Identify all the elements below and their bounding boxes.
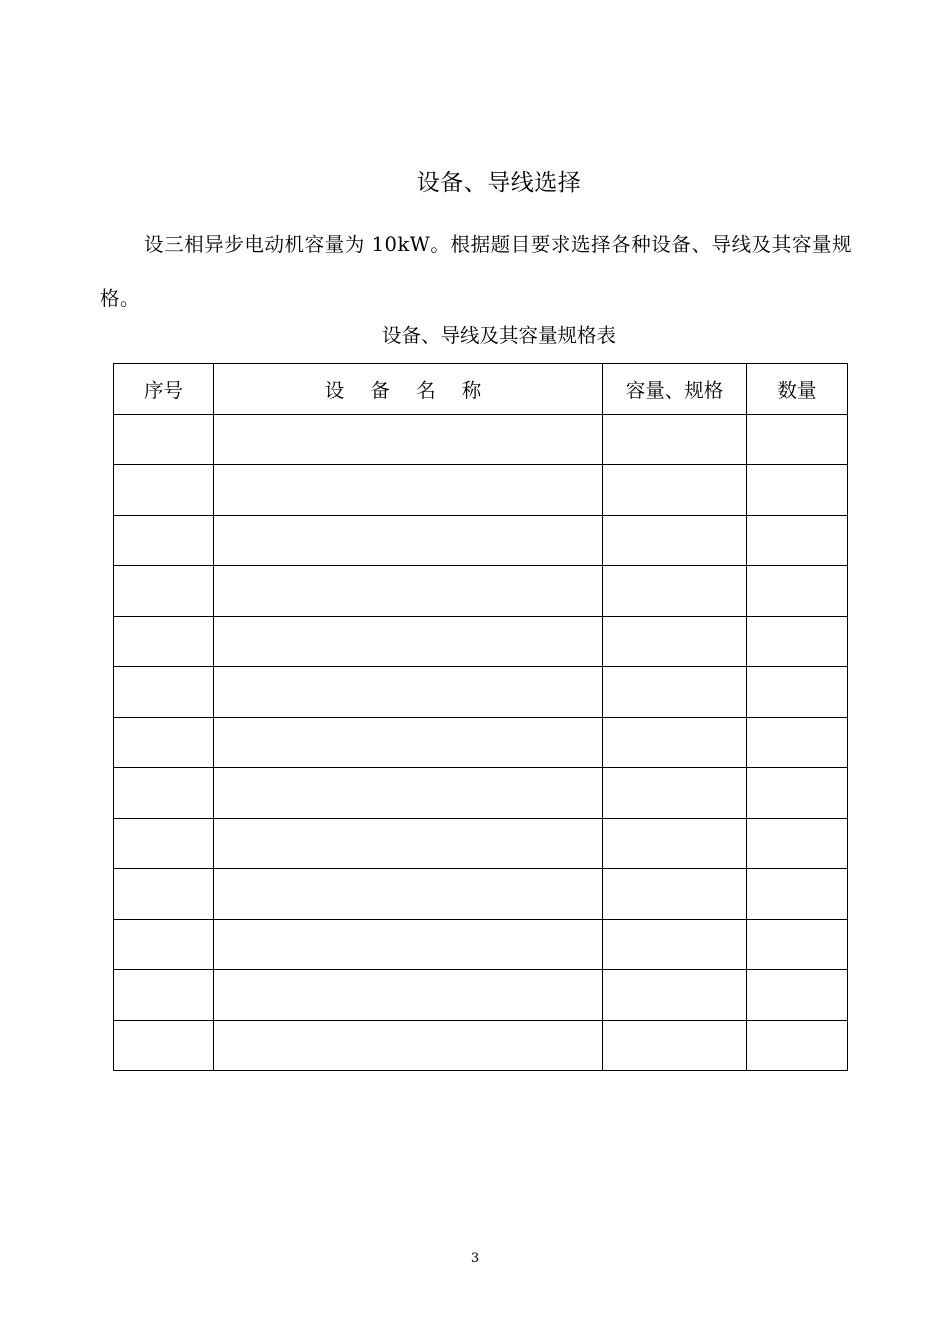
- cell-serial-number: [114, 667, 214, 718]
- cell-equipment-name: [214, 768, 603, 819]
- header-serial-number: 序号: [114, 364, 214, 415]
- cell-capacity-spec: [603, 515, 747, 566]
- cell-equipment-name: [214, 818, 603, 869]
- cell-quantity: [747, 465, 848, 516]
- table-row: [114, 818, 848, 869]
- header-capacity-spec: 容量、规格: [603, 364, 747, 415]
- table-row: [114, 616, 848, 667]
- cell-equipment-name: [214, 1020, 603, 1071]
- table-row: [114, 869, 848, 920]
- cell-serial-number: [114, 970, 214, 1021]
- cell-capacity-spec: [603, 818, 747, 869]
- table-row: [114, 515, 848, 566]
- table-row: [114, 919, 848, 970]
- cell-capacity-spec: [603, 1020, 747, 1071]
- cell-equipment-name: [214, 919, 603, 970]
- cell-serial-number: [114, 566, 214, 617]
- cell-quantity: [747, 919, 848, 970]
- cell-capacity-spec: [603, 616, 747, 667]
- cell-quantity: [747, 566, 848, 617]
- cell-capacity-spec: [603, 717, 747, 768]
- cell-capacity-spec: [603, 768, 747, 819]
- cell-serial-number: [114, 414, 214, 465]
- page-title: 设备、导线选择: [416, 170, 582, 196]
- table-row: [114, 414, 848, 465]
- cell-quantity: [747, 717, 848, 768]
- table-row: [114, 717, 848, 768]
- spec-table: [113, 363, 848, 1071]
- cell-capacity-spec: [603, 970, 747, 1021]
- cell-equipment-name: [214, 414, 603, 465]
- cell-serial-number: [114, 616, 214, 667]
- cell-capacity-spec: [603, 869, 747, 920]
- cell-capacity-spec: [603, 667, 747, 718]
- page-number: 3: [470, 1251, 480, 1266]
- cell-serial-number: [114, 717, 214, 768]
- cell-equipment-name: [214, 465, 603, 516]
- cell-equipment-name: [214, 717, 603, 768]
- cell-equipment-name: [214, 616, 603, 667]
- cell-quantity: [747, 970, 848, 1021]
- cell-serial-number: [114, 465, 214, 516]
- cell-serial-number: [114, 768, 214, 819]
- cell-quantity: [747, 414, 848, 465]
- table-body: [114, 414, 848, 1071]
- cell-quantity: [747, 818, 848, 869]
- cell-quantity: [747, 515, 848, 566]
- cell-serial-number: [114, 869, 214, 920]
- cell-quantity: [747, 667, 848, 718]
- cell-serial-number: [114, 818, 214, 869]
- header-quantity: 数量: [747, 364, 848, 415]
- header-equipment-name: 设 备 名 称: [214, 364, 603, 415]
- table-row: [114, 465, 848, 516]
- cell-equipment-name: [214, 667, 603, 718]
- cell-serial-number: [114, 1020, 214, 1071]
- table-caption: 设备、导线及其容量规格表: [381, 324, 616, 347]
- cell-capacity-spec: [603, 566, 747, 617]
- cell-equipment-name: [214, 566, 603, 617]
- cell-quantity: [747, 768, 848, 819]
- cell-capacity-spec: [603, 465, 747, 516]
- table-row: [114, 1020, 848, 1071]
- cell-serial-number: [114, 919, 214, 970]
- table-row: [114, 970, 848, 1021]
- table-row: [114, 667, 848, 718]
- cell-capacity-spec: [603, 414, 747, 465]
- intro-paragraph: 设三相异步电动机容量为 10kW。根据题目要求选择各种设备、导线及其容量规格。: [100, 233, 852, 310]
- cell-serial-number: [114, 515, 214, 566]
- cell-equipment-name: [214, 869, 603, 920]
- cell-quantity: [747, 1020, 848, 1071]
- cell-equipment-name: [214, 515, 603, 566]
- table-header-row: [114, 364, 848, 415]
- table-row: [114, 566, 848, 617]
- cell-capacity-spec: [603, 919, 747, 970]
- cell-quantity: [747, 869, 848, 920]
- table-row: [114, 768, 848, 819]
- cell-quantity: [747, 616, 848, 667]
- cell-equipment-name: [214, 970, 603, 1021]
